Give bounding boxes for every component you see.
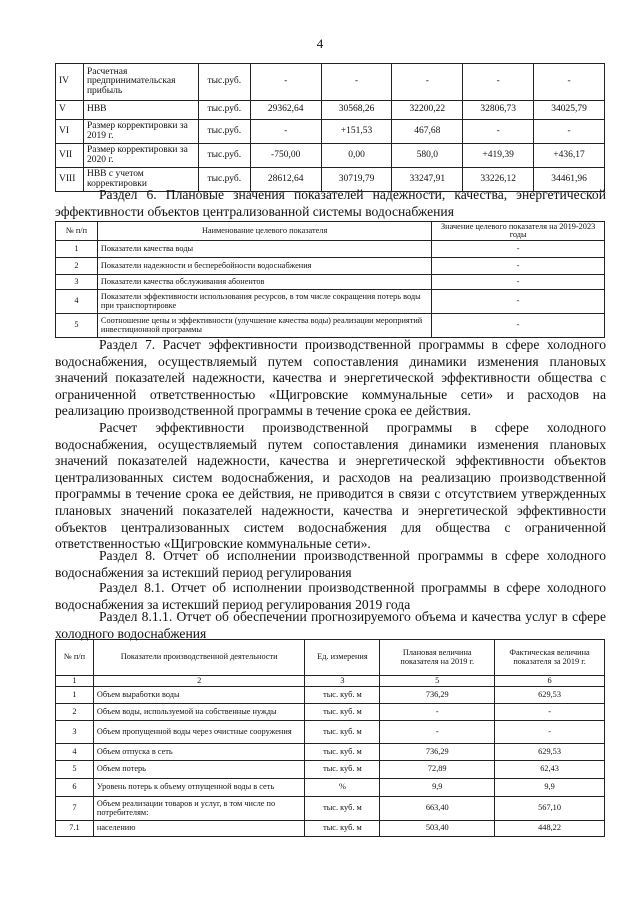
row-value: 30568,26 xyxy=(321,101,392,120)
row-number: VI xyxy=(56,120,84,144)
header-plan: Плановая величина показателя на 2019 г. xyxy=(380,640,495,676)
row-unit: тыс. куб. м xyxy=(305,744,380,761)
row-number: 6 xyxy=(56,779,94,797)
row-number: VII xyxy=(56,144,84,168)
row-value: 0,00 xyxy=(321,144,392,168)
row-value: 30719,79 xyxy=(321,168,392,192)
table-row xyxy=(56,144,605,168)
row-number: 4 xyxy=(56,290,98,314)
section-8-1-paragraph: Раздел 8.1. Отчет об исполнении производственной программы в сфере холодного водоснабжения за истекший период регулирования 2019 года xyxy=(55,580,606,612)
table-row xyxy=(56,761,605,779)
column-number: 1 xyxy=(56,676,94,687)
row-value: - xyxy=(250,64,321,101)
row-number: 1 xyxy=(56,241,98,258)
row-number: 7 xyxy=(56,797,94,821)
section-6-heading: Раздел 6. Плановые значения показателей надежности, качества, энергетической эффективности объектов централизованной системы водоснабжения xyxy=(55,187,606,219)
row-value: 34025,79 xyxy=(534,101,605,120)
row-number: 3 xyxy=(56,275,98,290)
table-row xyxy=(56,821,605,837)
table-row xyxy=(56,241,605,258)
section-8-1-1-paragraph: Раздел 8.1.1. Отчет об обеспечении прогнозируемого объема и качества услуг в сфере холодного водоснабжения xyxy=(55,609,606,641)
table-row xyxy=(56,797,605,821)
row-number: 2 xyxy=(56,704,94,721)
row-fact: 629,53 xyxy=(495,744,605,761)
row-name: Объем выработки воды xyxy=(93,687,305,704)
row-name: Объем реализации товаров и услуг, в том числе по потребителям: xyxy=(93,797,305,821)
row-unit: тыс. куб. м xyxy=(305,687,380,704)
row-value: 29362,64 xyxy=(250,101,321,120)
table-row xyxy=(56,120,605,144)
row-plan: 9,9 xyxy=(380,779,495,797)
section-8-paragraph: Раздел 8. Отчет об исполнении производственной программы в сфере холодного водоснабжения за истекший период регулирования xyxy=(55,548,606,580)
header-name: Наименование целевого показателя xyxy=(97,222,431,241)
row-name: Объем потерь xyxy=(93,761,305,779)
row-number: VIII xyxy=(56,168,84,192)
row-value: 32200,22 xyxy=(392,101,463,120)
row-unit: тыс.руб. xyxy=(198,144,250,168)
row-name: Расчетная предпринимательская прибыль xyxy=(83,64,198,101)
row-number: V xyxy=(56,101,84,120)
row-plan: 663,40 xyxy=(380,797,495,821)
row-value: 32806,73 xyxy=(463,101,534,120)
production-report-table xyxy=(55,639,605,837)
row-value: - xyxy=(432,258,605,275)
row-unit: тыс.руб. xyxy=(198,101,250,120)
row-name: Показатели качества обслуживания абонентов xyxy=(97,275,431,290)
row-fact: 9,9 xyxy=(495,779,605,797)
column-number: 6 xyxy=(495,676,605,687)
table-row xyxy=(56,258,605,275)
row-value: 580,0 xyxy=(392,144,463,168)
row-value: +436,17 xyxy=(534,144,605,168)
row-value: - xyxy=(432,314,605,338)
row-value: - xyxy=(534,64,605,101)
row-name: Объем воды, используемой на собственные нужды xyxy=(93,704,305,721)
row-value: +419,39 xyxy=(463,144,534,168)
row-name: Показатели эффективности использования ресурсов, в том числе сокращения потерь воды при транспортировке xyxy=(97,290,431,314)
row-value: +151,53 xyxy=(321,120,392,144)
row-value: - xyxy=(321,64,392,101)
row-unit: тыс. куб. м xyxy=(305,761,380,779)
row-plan: 736,29 xyxy=(380,687,495,704)
row-value: - xyxy=(463,64,534,101)
row-name: НВВ xyxy=(83,101,198,120)
table-row xyxy=(56,314,605,338)
row-name: Объем отпуска в сеть xyxy=(93,744,305,761)
table-row xyxy=(56,101,605,120)
row-plan: - xyxy=(380,704,495,721)
row-unit: тыс.руб. xyxy=(198,168,250,192)
table-header-row xyxy=(56,222,605,241)
row-value: - xyxy=(432,241,605,258)
row-number: 3 xyxy=(56,721,94,744)
row-name: НВВ с учетом корректировки xyxy=(83,168,198,192)
table-row xyxy=(56,687,605,704)
table-row xyxy=(56,64,605,101)
header-num: № п/п xyxy=(56,640,94,676)
table-row xyxy=(56,704,605,721)
row-value: - xyxy=(432,275,605,290)
row-unit: тыс. куб. м xyxy=(305,821,380,837)
row-value: - xyxy=(534,120,605,144)
row-fact: 629,53 xyxy=(495,687,605,704)
row-unit: тыс. куб. м xyxy=(305,797,380,821)
row-name: Размер корректировки за 2020 г. xyxy=(83,144,198,168)
row-number: 4 xyxy=(56,744,94,761)
row-unit: тыс.руб. xyxy=(198,120,250,144)
row-name: Уровень потерь к объему отпущенной воды в сеть xyxy=(93,779,305,797)
row-unit: тыс. куб. м xyxy=(305,704,380,721)
row-unit: % xyxy=(305,779,380,797)
table-row xyxy=(56,779,605,797)
row-value: - xyxy=(392,64,463,101)
row-fact: 448,22 xyxy=(495,821,605,837)
row-plan: 736,29 xyxy=(380,744,495,761)
header-name: Показатели производственной деятельности xyxy=(93,640,305,676)
row-fact: - xyxy=(495,704,605,721)
row-value: 467,68 xyxy=(392,120,463,144)
row-name: Размер корректировки за 2019 г. xyxy=(83,120,198,144)
row-plan: - xyxy=(380,721,495,744)
header-fact: Фактическая величина показателя за 2019 г. xyxy=(495,640,605,676)
row-value: 34461,96 xyxy=(534,168,605,192)
row-number: 2 xyxy=(56,258,98,275)
column-number: 5 xyxy=(380,676,495,687)
section-7-paragraph-1: Раздел 7. Расчет эффективности производственной программы в сфере холодного водоснабжения, осуществляемый путем сопоставления динамики изменения плановых значений показателей надежности, качества и энергетической эффективности общества с ограниченной ответственностью «Щигровские коммунальные сети» и расходов на реализацию производственной программы в течение срока ее действия. xyxy=(55,337,606,419)
table-row xyxy=(56,721,605,744)
row-fact: 62,43 xyxy=(495,761,605,779)
header-num: № п/п xyxy=(56,222,98,241)
row-name: Показатели качества воды xyxy=(97,241,431,258)
row-name: Показатели надежности и бесперебойности водоснабжения xyxy=(97,258,431,275)
row-number: 1 xyxy=(56,687,94,704)
column-number: 2 xyxy=(93,676,305,687)
row-number: IV xyxy=(56,64,84,101)
table-header-row xyxy=(56,640,605,676)
row-name: населению xyxy=(93,821,305,837)
tariff-table xyxy=(55,63,605,192)
row-value: 33226,12 xyxy=(463,168,534,192)
table-row xyxy=(56,275,605,290)
row-value: - xyxy=(432,290,605,314)
column-number: 3 xyxy=(305,676,380,687)
row-plan: 72,89 xyxy=(380,761,495,779)
row-plan: 503,40 xyxy=(380,821,495,837)
header-unit: Ед. измерения xyxy=(305,640,380,676)
row-unit: тыс.руб. xyxy=(198,64,250,101)
row-number: 5 xyxy=(56,761,94,779)
row-fact: 567,10 xyxy=(495,797,605,821)
section-7-paragraph-2: Расчет эффективности производственной программы в сфере холодного водоснабжения, осуществляемый путем сопоставления динамики изменения плановых значений показателей надежности, качества и энергетической эффективности объектов централизованных систем водоснабжения, и расходов на реализацию производственной программы в течение срока ее действия, не приводится в связи с отсутствием утвержденных плановых значений показателей надежности, качества и энергетической эффективности объектов централизованных систем водоснабжения для общества с ограниченной ответственностью «Щигровские коммунальные сети». xyxy=(55,420,606,552)
row-value: - xyxy=(463,120,534,144)
row-value: 28612,64 xyxy=(250,168,321,192)
header-value: Значение целевого показателя на 2019-2023 годы xyxy=(432,222,605,241)
target-indicators-table xyxy=(55,221,605,338)
page-number: 4 xyxy=(316,36,324,51)
row-name: Объем пропущенной воды через очистные сооружения xyxy=(93,721,305,744)
row-value: -750,00 xyxy=(250,144,321,168)
table-row xyxy=(56,744,605,761)
row-value: - xyxy=(250,120,321,144)
row-unit: тыс. куб. м xyxy=(305,721,380,744)
row-name: Соотношение цены и эффективности (улучшение качества воды) реализации мероприятий инвестиционной программы xyxy=(97,314,431,338)
row-number: 7.1 xyxy=(56,821,94,837)
column-number-row xyxy=(56,676,605,687)
row-fact: - xyxy=(495,721,605,744)
table-row xyxy=(56,290,605,314)
row-value: 33247,91 xyxy=(392,168,463,192)
row-number: 5 xyxy=(56,314,98,338)
